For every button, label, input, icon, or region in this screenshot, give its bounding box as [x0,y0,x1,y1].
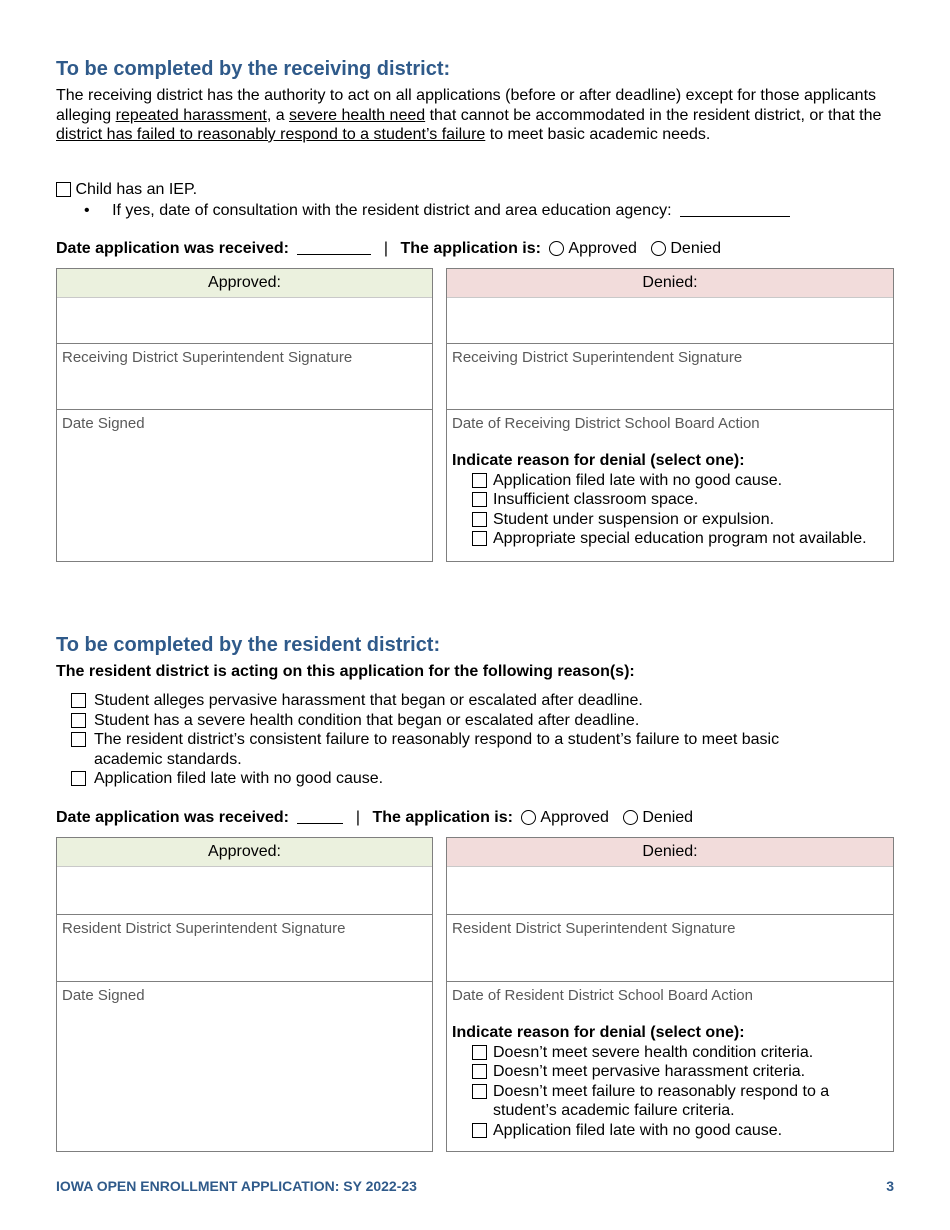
resident-reason-label: Application filed late with no good cause. [94,770,384,787]
receiving-denial-reason-heading: Indicate reason for denial (select one): [452,452,745,469]
receiving-denial-reason-label: Appropriate special education program not available. [493,530,867,547]
receiving-approved-date-cell[interactable] [57,409,432,561]
receiving-denial-reason [452,490,867,510]
iep-checkbox[interactable] [56,182,71,197]
receiving-denial-reason-checkbox[interactable] [472,473,487,488]
resident-reasons-list [56,691,894,789]
intro-underline-harassment: repeated harassment [115,106,267,124]
iep-label: Child has an IEP. [75,181,198,198]
resident-denied-signature-cell [447,914,893,982]
iep-row [56,180,197,200]
bullet-icon: • [84,202,90,219]
receiving-date-received-label: Date application was received: [56,240,289,257]
resident-date-received-label: Date application was received: [56,809,289,826]
resident-reason [56,769,894,789]
resident-denied-signature-label: Resident District Superintendent Signature [452,920,736,937]
resident-denied-board-label: Date of Resident District School Board Action [452,987,753,1004]
resident-denial-reason [452,1043,872,1063]
footer-title: IOWA OPEN ENROLLMENT APPLICATION: SY 2022-23 [56,1178,417,1194]
receiving-approved-option: Approved [568,240,637,257]
resident-approved-signature-cell [57,914,432,982]
resident-denial-reason-checkbox[interactable] [472,1045,487,1060]
resident-approved-date-label: Date Signed [62,987,145,1004]
receiving-approved-signature-label: Receiving District Superintendent Signature [62,349,353,366]
receiving-denied-header: Denied: [447,269,893,298]
receiving-denied-option: Denied [670,240,722,257]
iep-consultation-date-field[interactable] [680,216,790,217]
resident-status-row [56,808,693,828]
receiving-denial-reasons [452,451,867,549]
resident-approved-radio[interactable] [521,810,536,825]
receiving-approved-date-label: Date Signed [62,415,145,432]
resident-denied-radio[interactable] [623,810,638,825]
resident-reason-label: Student alleges pervasive harassment that began or escalated after deadline. [94,692,643,709]
resident-reason [56,711,894,731]
receiving-heading: To be completed by the receiving district: [56,58,451,80]
resident-denial-reason-label: Doesn’t meet severe health condition criteria. [493,1043,814,1061]
receiving-denial-reason-label: Student under suspension or expulsion. [493,510,775,528]
intro-text-1: The receiving district has the authority to act on all applications (before or after deadline) except for those applicants alleging [56,87,877,124]
iep-followup-row [84,201,790,221]
resident-denied-option: Denied [642,809,694,826]
receiving-denial-reason-checkbox[interactable] [472,512,487,527]
receiving-intro [56,86,894,145]
receiving-approved-signature-cell [57,343,432,410]
resident-application-is-label: The application is: [372,809,513,826]
resident-denial-reason [452,1062,872,1082]
intro-underline-failure: district has failed to reasonably respond to a student’s failure [56,126,486,143]
receiving-denied-signature-label: Receiving District Superintendent Signature [452,349,743,366]
receiving-denied-board-label: Date of Receiving District School Board Action [452,415,760,432]
resident-heading: To be completed by the resident district: [56,634,441,656]
resident-denial-reason-heading: Indicate reason for denial (select one): [452,1024,745,1041]
receiving-denied-board-cell [447,409,893,561]
receiving-denied-box [446,268,894,562]
resident-denied-box [446,837,894,1152]
resident-approved-header: Approved: [57,838,432,867]
resident-approved-signature-field[interactable] [57,867,432,914]
resident-approved-option: Approved [540,809,609,826]
receiving-denial-reason [452,510,867,530]
resident-denial-reason-checkbox[interactable] [472,1084,487,1099]
receiving-approved-signature-field[interactable] [57,298,432,343]
resident-denial-reason [452,1082,872,1121]
iep-followup-label: If yes, date of consultation with the resident district and area education agency: [112,202,672,219]
resident-approved-date-cell[interactable] [57,981,432,1151]
resident-denial-reasons [452,1023,872,1140]
receiving-denial-reason-label: Application filed late with no good cause. [493,471,783,489]
resident-denial-reason-checkbox[interactable] [472,1064,487,1079]
resident-reason [56,730,894,769]
receiving-approved-radio[interactable] [549,241,564,256]
receiving-denied-radio[interactable] [651,241,666,256]
receiving-denied-signature-field[interactable] [447,298,893,343]
intro-text-2: , a [266,106,290,124]
receiving-application-is-label: The application is: [400,240,541,257]
resident-denied-board-cell [447,981,893,1151]
resident-reason-label: The resident district’s consistent failure to reasonably respond to a student’s failure to meet basic academic standards. [94,731,780,768]
receiving-approved-header: Approved: [57,269,432,298]
intro-text-3: that cannot be accommodated in the resident district, or that the [425,106,882,124]
receiving-denial-reason [452,471,867,491]
resident-denied-signature-field[interactable] [447,867,893,914]
receiving-denial-reason [452,529,867,549]
resident-denial-reason-label: Application filed late with no good cause. [493,1121,783,1139]
separator: | [355,809,361,826]
resident-denial-reason [452,1121,872,1141]
resident-subheading: The resident district is acting on this application for the following reason(s): [56,663,635,680]
resident-denial-reason-label: Doesn’t meet pervasive harassment criteria. [493,1063,806,1080]
resident-reason-checkbox[interactable] [71,713,86,728]
page-number: 3 [886,1178,894,1194]
receiving-status-row [56,239,721,259]
intro-text-4: to meet basic academic needs. [485,126,711,143]
separator: | [383,240,389,257]
receiving-approved-box [56,268,433,562]
receiving-date-received-field[interactable] [297,254,371,255]
receiving-denied-signature-cell [447,343,893,410]
intro-underline-health: severe health need [289,106,426,124]
resident-reason-checkbox[interactable] [71,693,86,708]
resident-reason-checkbox[interactable] [71,732,86,747]
resident-denial-reason-label: Doesn’t meet failure to reasonably respond to a student’s academic failure criteria. [493,1082,830,1119]
resident-approved-box [56,837,433,1152]
page-footer [56,1178,894,1194]
resident-reason-label: Student has a severe health condition that began or escalated after deadline. [94,711,640,729]
receiving-denial-reason-label: Insufficient classroom space. [493,491,699,508]
receiving-denial-reason-checkbox[interactable] [472,492,487,507]
resident-denied-header: Denied: [447,838,893,867]
resident-reason-checkbox[interactable] [71,771,86,786]
receiving-denial-reason-checkbox[interactable] [472,531,487,546]
resident-denial-reason-checkbox[interactable] [472,1123,487,1138]
resident-date-received-field[interactable] [297,823,343,824]
resident-approved-signature-label: Resident District Superintendent Signature [62,920,346,937]
resident-reason [56,691,894,711]
